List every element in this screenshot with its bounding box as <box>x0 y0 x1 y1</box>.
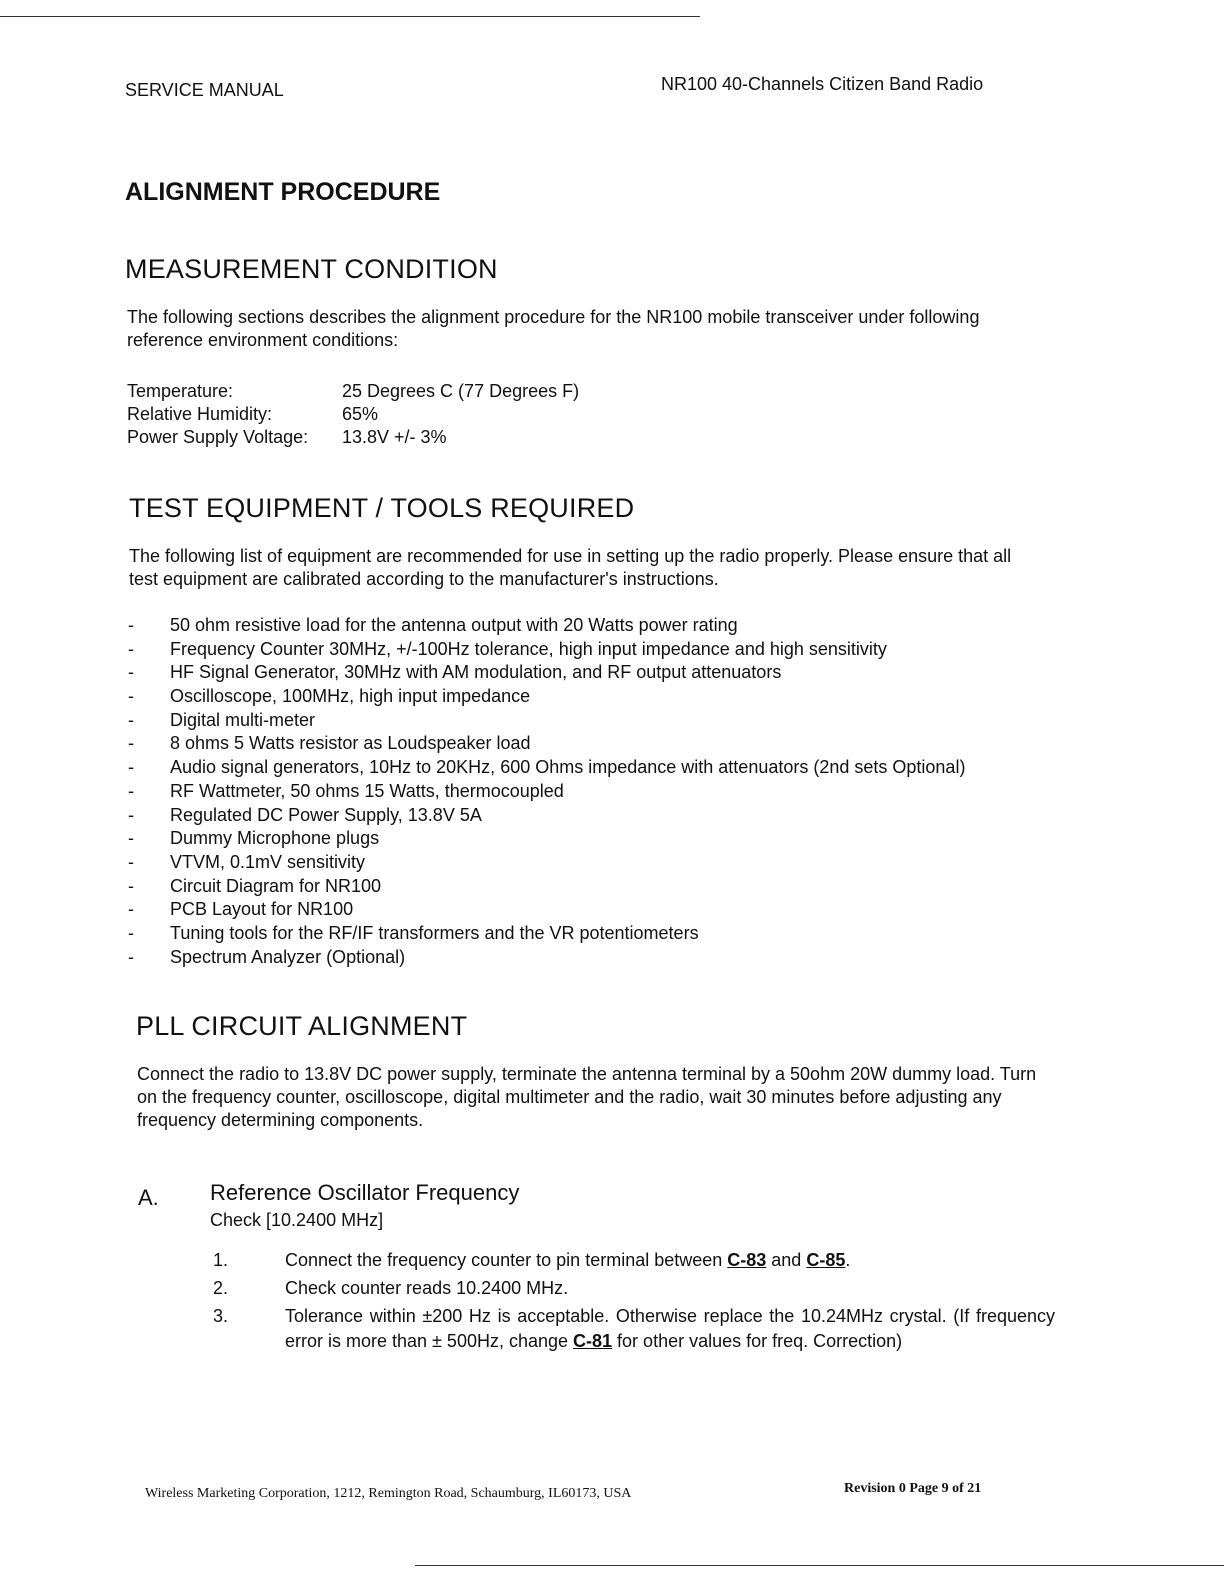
equipment-list <box>128 614 1028 969</box>
conditions-table <box>127 380 579 449</box>
list-item <box>128 780 1028 804</box>
list-item <box>128 898 1028 922</box>
bullet-dash: - <box>128 733 134 754</box>
top-scan-rule <box>0 16 700 17</box>
list-item-text: RF Wattmeter, 50 ohms 15 Watts, thermocoupled <box>170 780 564 801</box>
list-item <box>128 946 1028 970</box>
step-text-part: for other values for freq. Correction) <box>612 1331 903 1351</box>
bullet-dash: - <box>128 851 134 872</box>
pll-heading: PLL CIRCUIT ALIGNMENT <box>136 1011 468 1041</box>
list-item <box>128 875 1028 899</box>
section-a-title: Reference Oscillator Frequency <box>210 1180 520 1205</box>
list-item-text: PCB Layout for NR100 <box>170 899 354 920</box>
condition-row <box>127 403 579 426</box>
bullet-dash: - <box>128 615 134 635</box>
list-item <box>128 638 1028 662</box>
condition-value: 13.8V +/- 3% <box>342 427 447 447</box>
bullet-dash: - <box>128 709 134 730</box>
bullet-dash: - <box>128 662 134 683</box>
list-item-text: Tuning tools for the RF/IF transformers and the VR potentiometers <box>170 922 699 943</box>
bullet-dash: - <box>128 899 134 920</box>
list-item-text: Oscilloscope, 100MHz, high input impedance <box>170 686 531 707</box>
step-text: Check counter reads 10.2400 MHz. <box>285 1278 569 1298</box>
step-text-part: Tolerance within ±200 Hz is acceptable. Otherwise replace the 10.24MHz crystal. (If frequency error is more than ± 500Hz, change <box>285 1306 1055 1351</box>
footer-address: Wireless Marketing Corporation, 1212, Remington Road, Schaumburg, IL60173, USA <box>145 1486 632 1501</box>
step-item <box>213 1304 1055 1354</box>
list-item <box>128 851 1028 875</box>
step-number: 1. <box>213 1250 229 1270</box>
step-text-part: . <box>845 1250 851 1270</box>
bullet-dash: - <box>128 780 134 801</box>
step-text-part: Connect the frequency counter to pin terminal between <box>285 1250 728 1270</box>
bullet-dash: - <box>128 757 134 778</box>
step-item <box>213 1276 1055 1301</box>
step-number: 3. <box>213 1306 229 1326</box>
list-item <box>128 709 1028 733</box>
list-item-text: Frequency Counter 30MHz, +/-100Hz tolerance, high input impedance and high sensitivity <box>170 638 887 659</box>
list-item <box>128 732 1028 756</box>
step-text <box>285 1248 1055 1273</box>
list-item-text: VTVM, 0.1mV sensitivity <box>170 851 366 872</box>
bullet-dash: - <box>128 922 134 943</box>
section-a-letter: A. <box>138 1185 159 1210</box>
component-ref: C-81 <box>573 1331 613 1351</box>
list-item <box>128 756 1028 780</box>
component-ref: C-83 <box>727 1250 767 1270</box>
page-title: ALIGNMENT PROCEDURE <box>125 178 441 206</box>
condition-label: Temperature: <box>127 381 234 401</box>
condition-row <box>127 380 579 403</box>
step-number: 2. <box>213 1278 229 1298</box>
list-item-text: Regulated DC Power Supply, 13.8V 5A <box>170 804 482 825</box>
footer-revision: Revision 0 Page 9 of 21 <box>844 1481 982 1496</box>
condition-value: 65% <box>342 404 379 424</box>
list-item <box>128 685 1028 709</box>
list-item-text: 50 ohm resistive load for the antenna output with 20 Watts power rating <box>170 615 738 635</box>
bullet-dash: - <box>128 804 134 825</box>
condition-value: 25 Degrees C (77 Degrees F) <box>342 381 580 401</box>
list-item-text: Digital multi-meter <box>170 709 316 730</box>
list-item <box>128 827 1028 851</box>
condition-label: Relative Humidity: <box>127 404 273 424</box>
step-item <box>213 1248 1055 1273</box>
list-item-text: 8 ohms 5 Watts resistor as Loudspeaker load <box>170 733 531 754</box>
list-item-text: Spectrum Analyzer (Optional) <box>170 946 406 967</box>
bullet-dash: - <box>128 828 134 849</box>
condition-row <box>127 426 579 449</box>
bullet-dash: - <box>128 946 134 967</box>
bullet-dash: - <box>128 638 134 659</box>
list-item-text: Circuit Diagram for NR100 <box>170 875 382 896</box>
measurement-intro: The following sections describes the alignment procedure for the NR100 mobile transceiver under following reference environment conditions: <box>127 307 980 350</box>
header-right: NR100 40-Channels Citizen Band Radio <box>661 74 984 94</box>
list-item <box>128 614 1028 638</box>
header-left: SERVICE MANUAL <box>125 80 284 100</box>
step-text-part: and <box>766 1250 807 1270</box>
step-text <box>285 1304 1055 1354</box>
equipment-heading: TEST EQUIPMENT / TOOLS REQUIRED <box>129 493 635 523</box>
bullet-dash: - <box>128 875 134 896</box>
condition-label: Power Supply Voltage: <box>127 427 309 447</box>
list-item-text: HF Signal Generator, 30MHz with AM modulation, and RF output attenuators <box>170 662 782 683</box>
component-ref: C-85 <box>806 1250 846 1270</box>
measurement-heading: MEASUREMENT CONDITION <box>125 254 498 284</box>
equipment-intro: The following list of equipment are recommended for use in setting up the radio properly. Please ensure that all test equipment are calibrated according to the manufacturer's instructions. <box>129 546 1012 589</box>
pll-intro: Connect the radio to 13.8V DC power supply, terminate the antenna terminal by a 50ohm 20W dummy load. Turn on the frequency counter, oscilloscope, digital multimeter and the radio, wait 30 minutes before adjusting any frequency determining components. <box>137 1064 1037 1130</box>
section-a-check: Check [10.2400 MHz] <box>210 1210 384 1230</box>
list-item <box>128 804 1028 828</box>
bullet-dash: - <box>128 686 134 707</box>
list-item <box>128 922 1028 946</box>
list-item <box>128 661 1028 685</box>
bottom-scan-rule <box>415 1565 1224 1566</box>
procedure-steps <box>213 1248 1055 1357</box>
list-item-text: Dummy Microphone plugs <box>170 828 380 849</box>
list-item-text: Audio signal generators, 10Hz to 20KHz, 600 Ohms impedance with attenuators (2nd sets Optional) <box>170 757 966 778</box>
